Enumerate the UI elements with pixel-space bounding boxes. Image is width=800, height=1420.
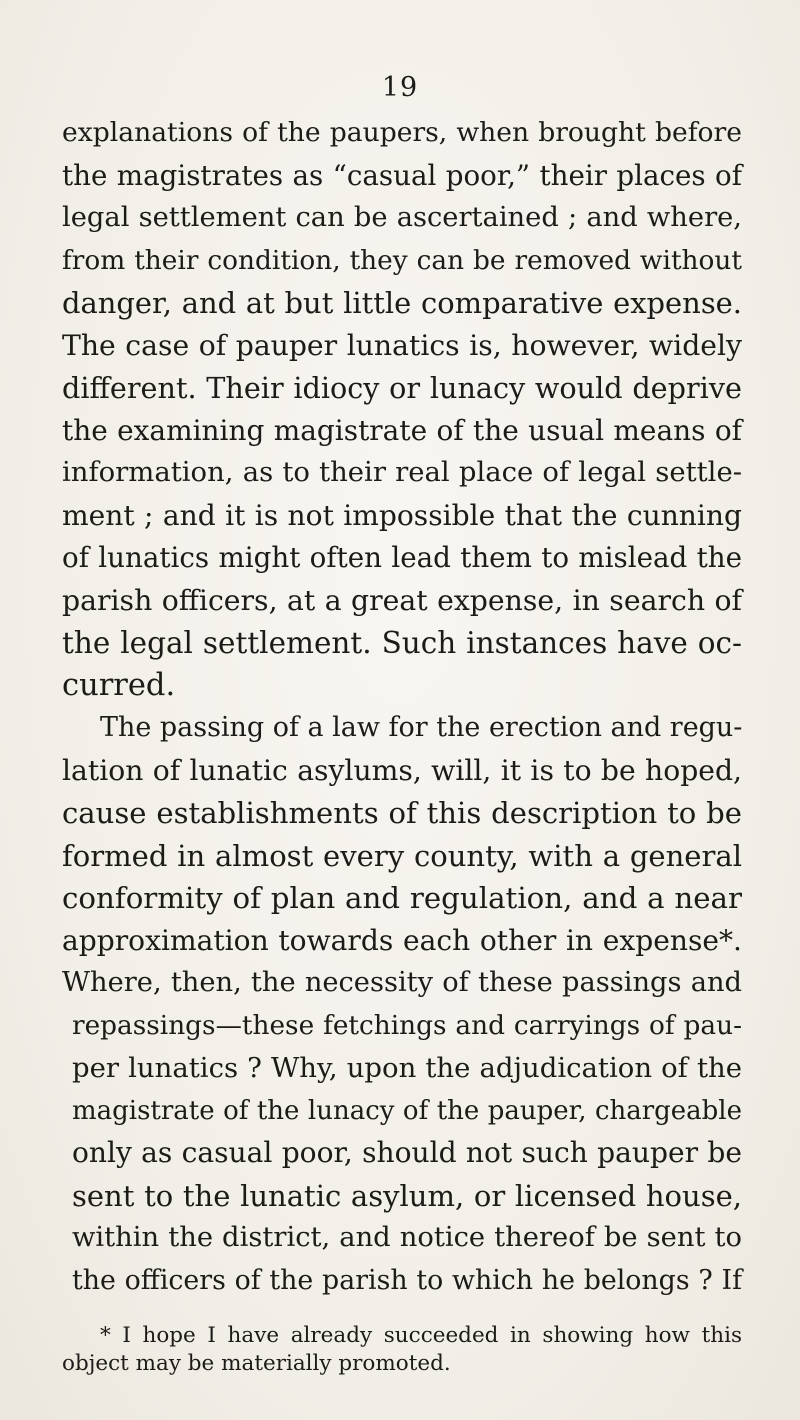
text-line-20: approximation towards each other in expense*. [62, 923, 742, 957]
text-line-9: information, as to their real place of legal settle- [62, 457, 742, 488]
body-text [62, 112, 742, 1302]
text-line-1: explanations of the paupers, when brought before [62, 117, 742, 148]
text-line-23: per lunatics ? Why, upon the adjudication of the [72, 1052, 742, 1084]
text-line-22: repassings—these fetchings and carryings of pau- [72, 1010, 742, 1041]
text-line-27: within the district, and notice thereof be sent to [72, 1222, 742, 1253]
text-line-19: conformity of plan and regulation, and a near [62, 881, 742, 915]
text-line-24: magistrate of the lunacy of the pauper, chargeable [72, 1095, 742, 1126]
text-line-16: lation of lunatic asylums, will, it is to be hoped, [62, 753, 742, 787]
footnote [62, 1322, 742, 1378]
text-line-2: the magistrates as “casual poor,” their places of [62, 158, 742, 192]
footnote-line-2: object may be materially promoted. [62, 1351, 451, 1376]
text-line-6: The case of pauper lunatics is, however, widely [62, 328, 742, 362]
text-line-8: the examining magistrate of the usual means of [62, 413, 742, 447]
text-line-21: Where, then, the necessity of these passings and [62, 967, 742, 998]
footnote-line-1: * I hope I have already succeeded in showing how this [100, 1323, 742, 1348]
text-line-11: of lunatics might often lead them to mislead the [62, 541, 742, 574]
text-line-4: from their condition, they can be removed without [62, 245, 742, 276]
text-line-17: cause establishments of this description to be [62, 796, 742, 830]
text-line-7: different. Their idiocy or lunacy would deprive [62, 371, 742, 405]
text-line-26: sent to the lunatic asylum, or licensed house, [72, 1178, 742, 1213]
text-line-3: legal settlement can be ascertained ; and where, [62, 202, 742, 233]
text-line-28: the officers of the parish to which he belongs ? If [72, 1264, 742, 1296]
text-line-15: The passing of a law for the erection and regu- [100, 712, 743, 743]
text-line-12: parish officers, at a great expense, in search of [62, 583, 742, 617]
text-line-10: ment ; and it is not impossible that the cunning [62, 498, 742, 532]
text-line-13: the legal settlement. Such instances have oc- [62, 626, 742, 660]
text-line-25: only as casual poor, should not such pauper be [72, 1136, 742, 1169]
page-number: 19 [381, 72, 419, 103]
text-line-14: curred. [62, 667, 176, 703]
text-line-18: formed in almost every county, with a general [62, 838, 742, 873]
text-line-5: danger, and at but little comparative expense. [62, 286, 742, 320]
